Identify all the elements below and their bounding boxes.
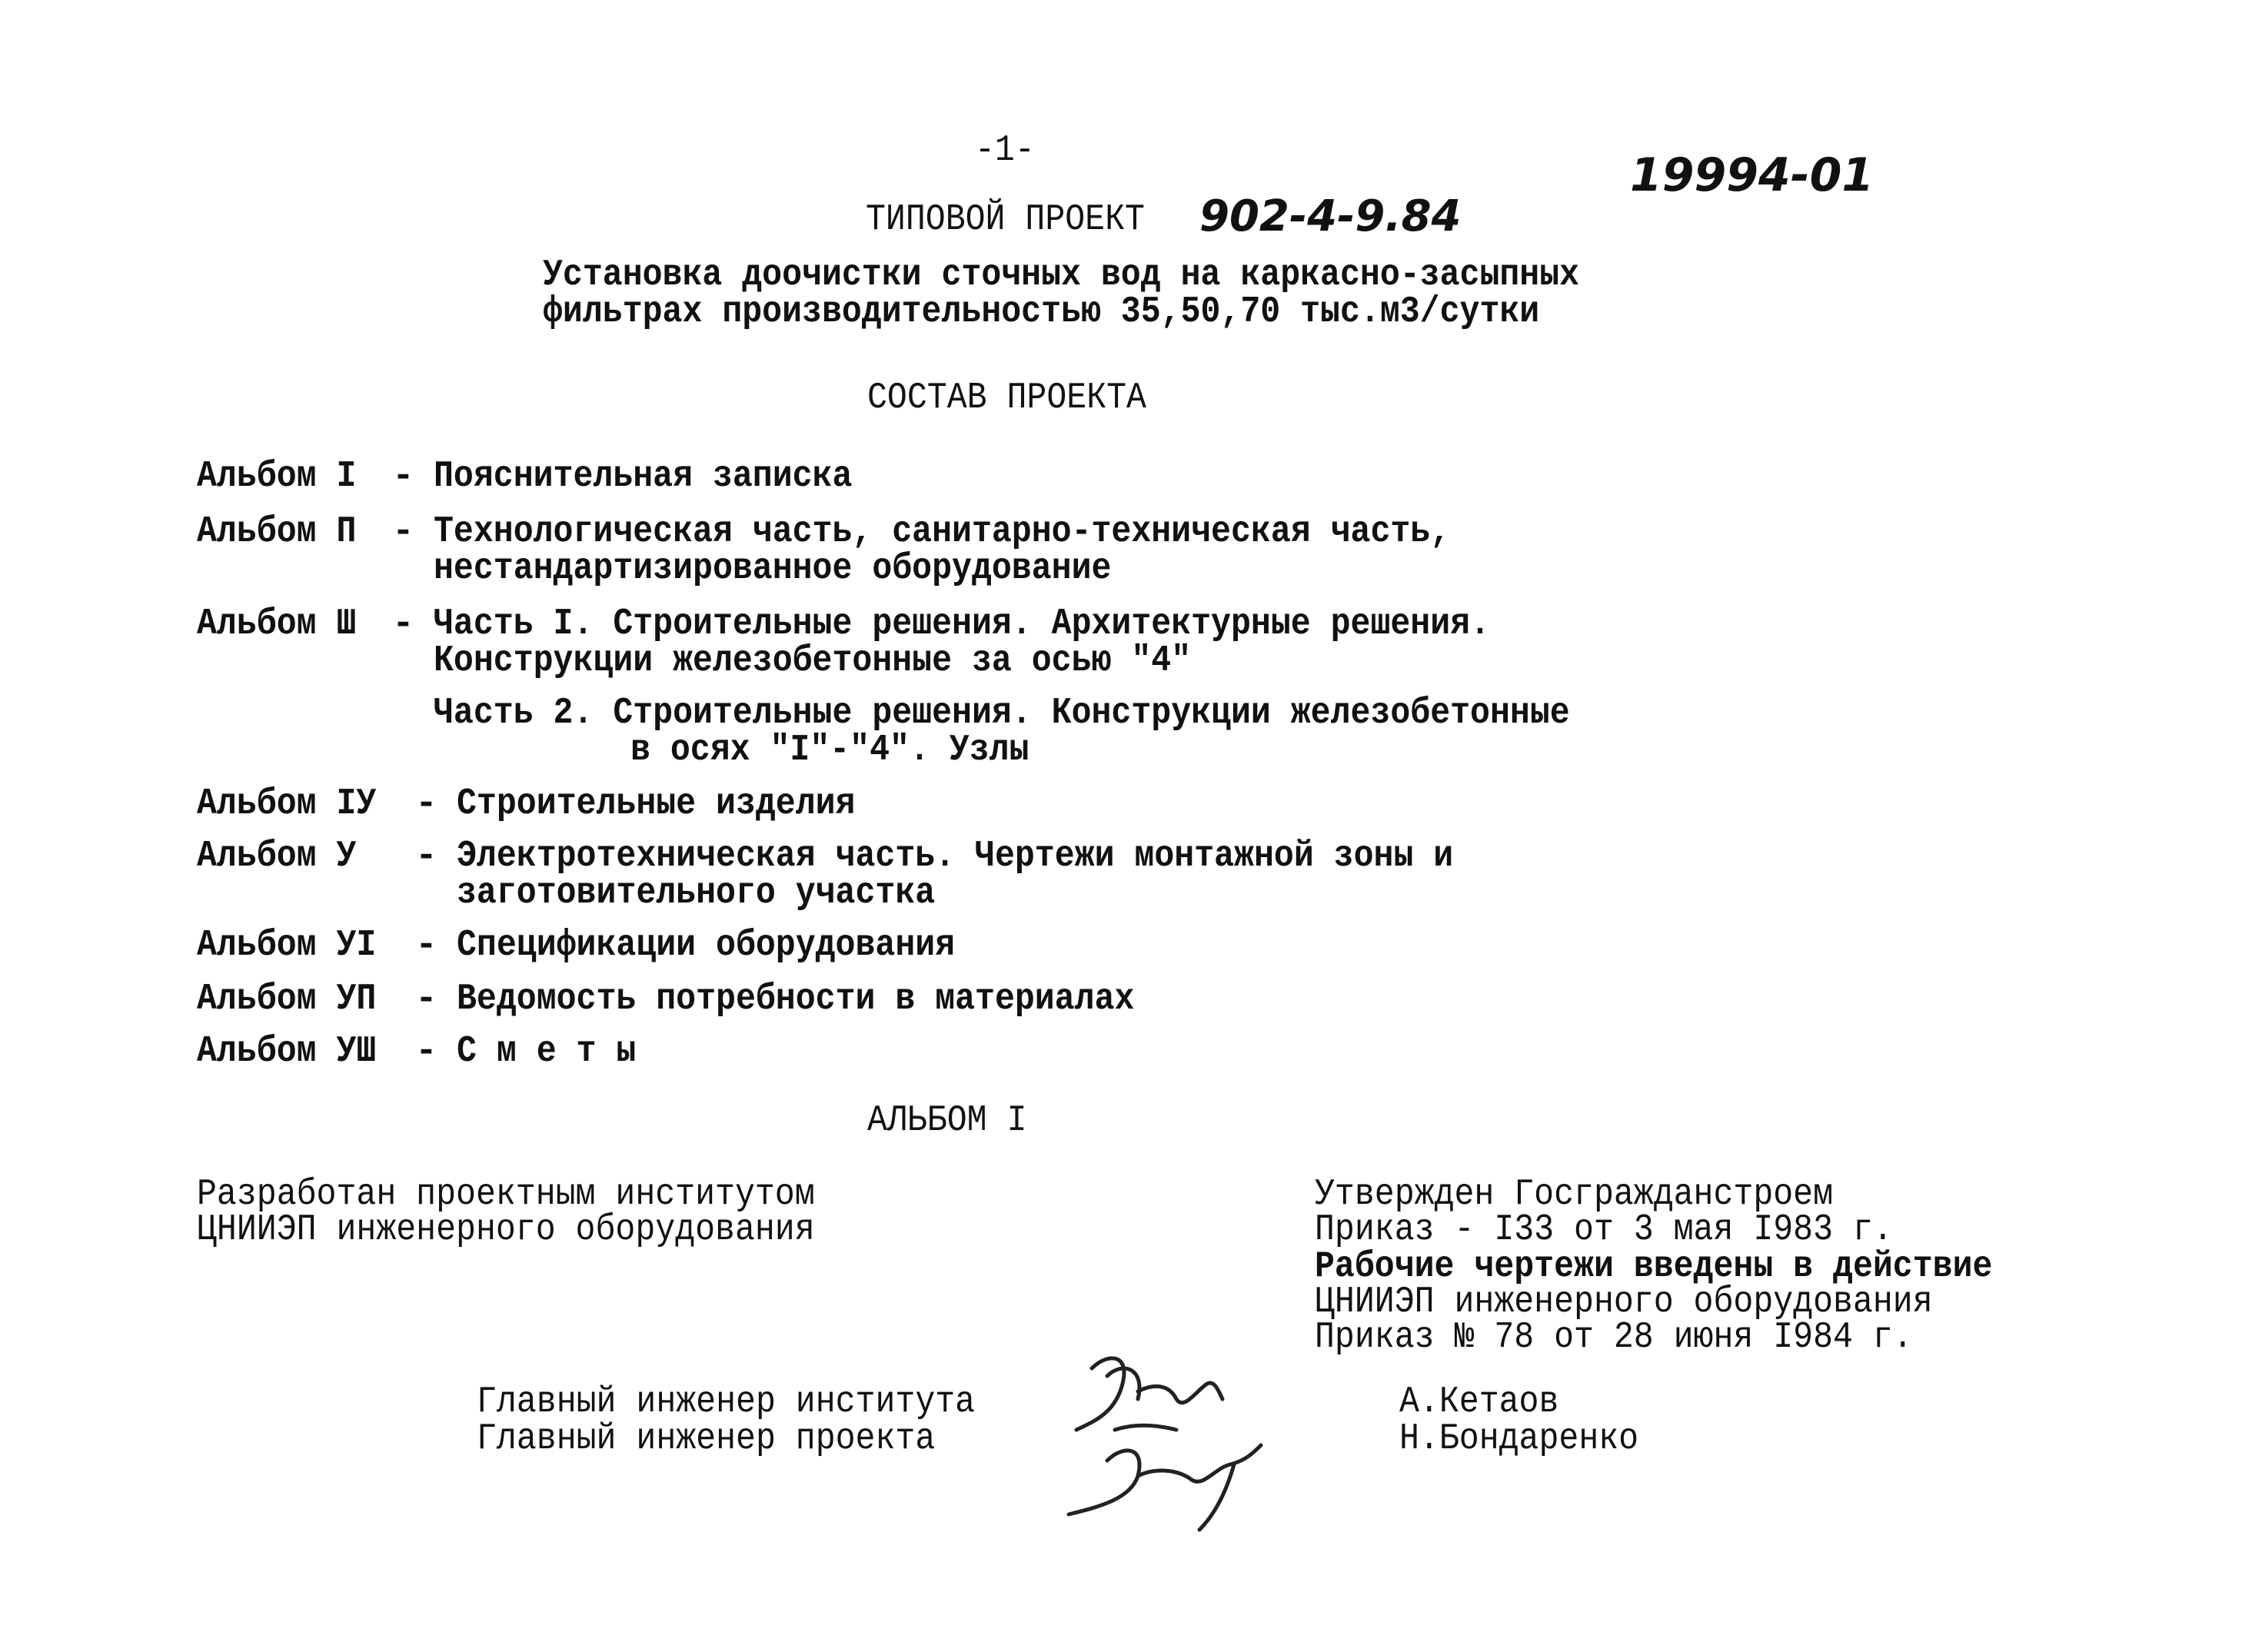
approved-line-4: ЦНИИЭП инженерного оборудования	[1315, 1281, 1933, 1323]
approved-line-3: Рабочие чертежи введены в действие	[1315, 1246, 1993, 1288]
project-code: 902-4-9.84	[1199, 191, 1462, 241]
album-description: Часть I. Строительные решения. Архитектурные решения.	[434, 603, 1490, 645]
signature-role-2: Главный инженер проекта	[477, 1418, 936, 1460]
album-label: Альбом УШ	[197, 1031, 377, 1072]
album-description: Технологическая часть, санитарно-техническая часть,	[434, 511, 1451, 553]
album-dash: -	[415, 925, 437, 966]
approved-line-2: Приказ - I33 от 3 мая I983 г.	[1315, 1209, 1893, 1251]
album-dash: -	[415, 1031, 437, 1072]
developed-line-2: ЦНИИЭП инженерного оборудования	[197, 1209, 815, 1251]
page-number: -1-	[975, 130, 1035, 171]
developed-line-1: Разработан проектным институтом	[197, 1174, 815, 1215]
album-label: Альбом УI	[197, 925, 377, 966]
album-dash: -	[415, 836, 437, 877]
subtitle-line-2: фильтрах производительностью 35,50,70 тыс.м3/сутки	[543, 291, 1540, 333]
album-label: Альбом У	[197, 836, 357, 877]
approved-line-1: Утвержден Госгражданстроем	[1315, 1174, 1834, 1215]
album-description: Спецификации оборудования	[457, 925, 956, 966]
handwritten-signatures	[1061, 1338, 1292, 1537]
approved-line-5: Приказ № 78 от 28 июня I984 г.	[1315, 1317, 1913, 1358]
album-label: Альбом Ш	[197, 603, 357, 645]
album-description: Строительные изделия	[457, 783, 856, 825]
album-label: Альбом I	[197, 456, 357, 497]
project-label: ТИПОВОЙ ПРОЕКТ	[866, 199, 1145, 241]
album-part-2: Часть 2. Строительные решения. Конструкции железобетонные	[434, 693, 1570, 734]
album-part-2-cont: в осях "I"-"4". Узлы	[630, 730, 1030, 771]
composition-title: СОСТАВ ПРОЕКТА	[867, 377, 1146, 419]
album-description: Ведомость потребности в материалах	[457, 979, 1135, 1020]
album-description: Электротехническая часть. Чертежи монтажной зоны и	[457, 836, 1454, 877]
album-description: Пояснительная записка	[434, 456, 853, 497]
album-dash: -	[415, 979, 437, 1020]
album-title: АЛЬБОМ I	[867, 1100, 1027, 1142]
album-dash: -	[415, 783, 437, 825]
signature-name-1: А.Кетаов	[1399, 1381, 1559, 1423]
album-dash: -	[392, 456, 414, 497]
signature-name-2: Н.Бондаренко	[1399, 1418, 1639, 1460]
album-dash: -	[392, 603, 414, 645]
album-label: Альбом П	[197, 511, 357, 553]
album-label: Альбом IУ	[197, 783, 377, 825]
registry-number: 19994-01	[1630, 148, 1874, 202]
album-dash: -	[392, 511, 414, 553]
album-label: Альбом УП	[197, 979, 377, 1020]
album-description-cont: заготовительного участка	[457, 873, 936, 914]
album-description: С м е т ы	[457, 1031, 637, 1072]
album-description-cont: нестандартизированное оборудование	[434, 548, 1112, 590]
subtitle-line-1: Установка доочистки сточных вод на каркасно-засыпных	[543, 254, 1580, 296]
album-description-cont: Конструкции железобетонные за осью "4"	[434, 640, 1192, 682]
signature-role-1: Главный инженер института	[477, 1381, 976, 1423]
